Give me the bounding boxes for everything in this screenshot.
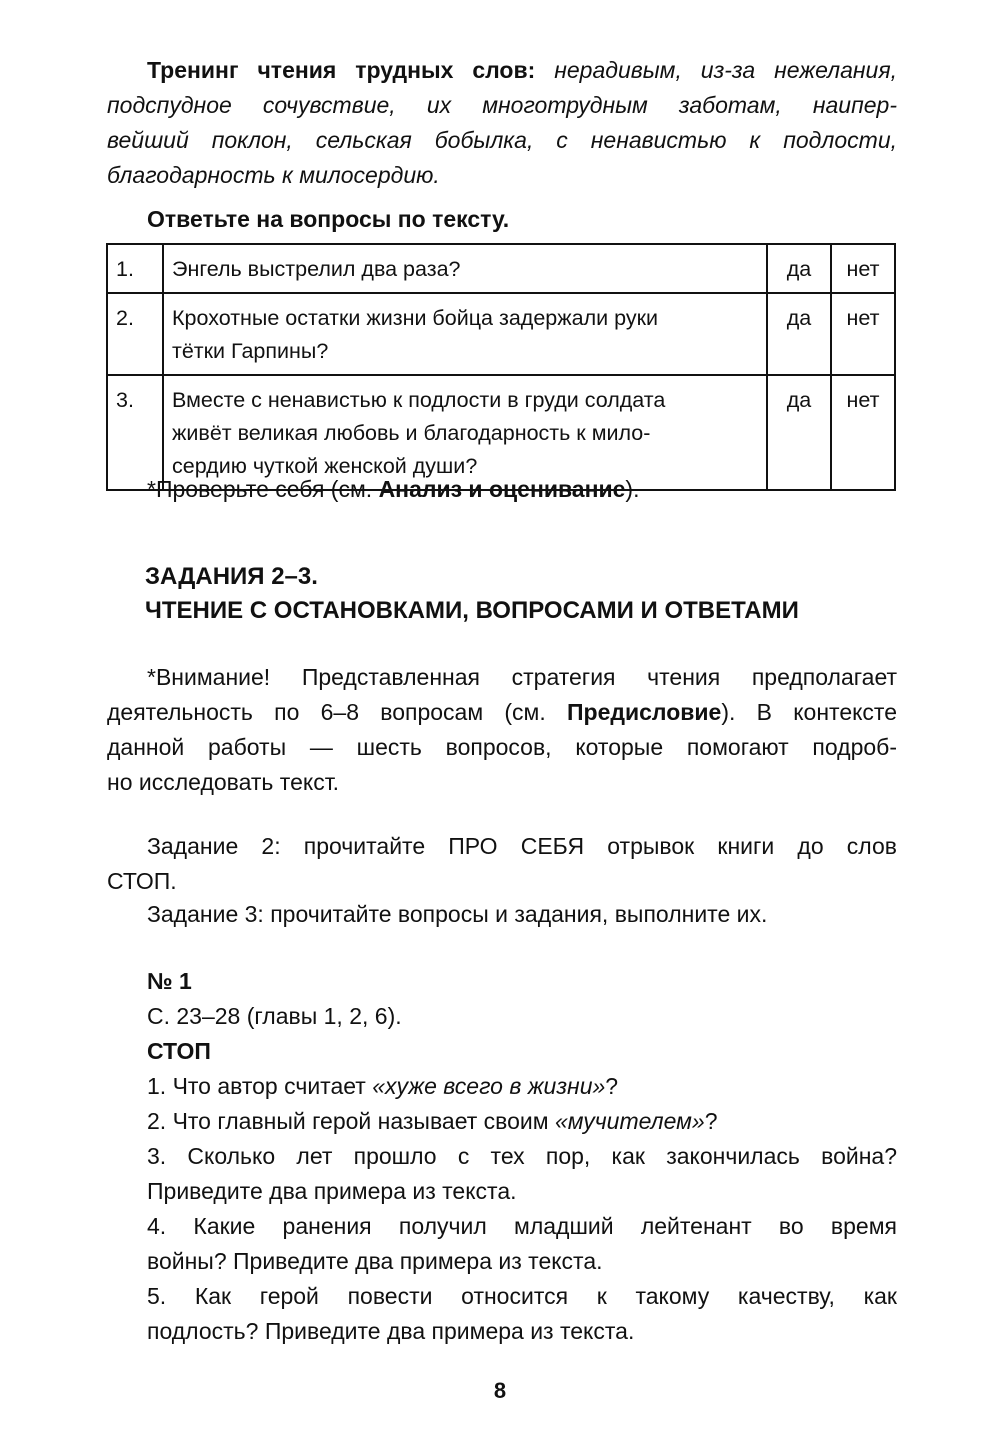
text-span: ). В контексте: [721, 699, 897, 725]
quiz-table: [106, 243, 896, 491]
training-words-line: нерадивым, из-за нежелания,: [554, 57, 898, 83]
question-line: Вместе с ненавистью к подлости в груди солдата: [172, 388, 666, 412]
question-5-cont: подлость? Приведите два примера из текста.: [147, 1318, 635, 1344]
text-span: 1. Что автор считает: [147, 1073, 373, 1099]
question-cell: [163, 293, 767, 375]
block-number: № 1: [147, 968, 192, 994]
task-2: [107, 829, 897, 899]
row-number: 1.: [107, 244, 163, 293]
training-words-line: подспудное сочувствие, их многотрудным заботам, наипер-: [107, 92, 897, 118]
preface-reference: Предисловие: [567, 699, 722, 725]
answer-yes[interactable]: да: [767, 293, 831, 375]
training-words-line: вейший поклон, сельская бобылка, с ненавистью к подлости,: [107, 127, 897, 153]
question-1: [147, 1069, 897, 1104]
question-cell: [163, 244, 767, 293]
answer-no[interactable]: нет: [831, 375, 895, 490]
question-line: Энгель выстрелил два раза?: [172, 257, 461, 281]
question-2: [147, 1104, 897, 1139]
check-yourself: [107, 472, 937, 507]
text-span: ?: [605, 1073, 619, 1099]
page-number: 8: [493, 1378, 507, 1403]
section-subtitle: ЧТЕНИЕ С ОСТАНОВКАМИ, ВОПРОСАМИ И ОТВЕТАМИ: [145, 597, 799, 624]
section-title: ЗАДАНИЯ 2–3.: [145, 563, 318, 590]
question-line: сердию чуткой женской души?: [172, 454, 478, 478]
question-line: живёт великая любовь и благодарность к мило-: [172, 421, 651, 445]
answer-no[interactable]: нет: [831, 293, 895, 375]
training-paragraph: [107, 53, 897, 193]
block-1: [147, 964, 897, 1349]
answer-yes[interactable]: да: [767, 375, 831, 490]
row-number: 3.: [107, 375, 163, 490]
text-span: ?: [704, 1108, 718, 1134]
text-line: данной работы — шесть вопросов, которые помогают подроб-: [107, 734, 897, 760]
questions-heading: Ответьте на вопросы по тексту.: [147, 206, 510, 232]
question-line: Крохотные остатки жизни бойца задержали руки: [172, 306, 658, 330]
table-row: [107, 244, 895, 293]
check-reference: Анализ и оценивание: [378, 476, 626, 502]
row-number: 2.: [107, 293, 163, 375]
question-3: 3. Сколько лет прошло с тех пор, как закончилась война?: [147, 1143, 897, 1169]
answer-yes[interactable]: да: [767, 244, 831, 293]
text-span: деятельность по 6–8 вопросам (см.: [107, 699, 567, 725]
quote: «мучителем»: [554, 1108, 705, 1134]
text-line: *Внимание! Представленная стратегия чтения предполагает: [147, 664, 897, 690]
quote: «хуже всего в жизни»: [372, 1073, 606, 1099]
training-label: Тренинг чтения трудных слов:: [147, 57, 536, 83]
question-4: 4. Какие ранения получил младший лейтенант во время: [147, 1213, 897, 1239]
text-line: [107, 695, 897, 730]
page-range: С. 23–28 (главы 1, 2, 6).: [147, 1003, 402, 1029]
question-line: тётки Гарпины?: [172, 339, 329, 363]
text-line: СТОП.: [107, 868, 177, 894]
attention-paragraph: [107, 660, 897, 800]
training-words-line: благодарность к милосердию.: [107, 162, 440, 188]
check-suffix: ).: [625, 476, 640, 502]
task-3: Задание 3: прочитайте вопросы и задания, выполните их.: [147, 901, 768, 927]
check-prefix: *Проверьте себя (см.: [147, 476, 379, 502]
text-line: но исследовать текст.: [107, 769, 340, 795]
question-4-cont: войны? Приведите два примера из текста.: [147, 1248, 603, 1274]
question-5: 5. Как герой повести относится к такому качеству, как: [147, 1283, 897, 1309]
text-line: Задание 2: прочитайте ПРО СЕБЯ отрывок книги до слов: [147, 833, 897, 859]
answer-no[interactable]: нет: [831, 244, 895, 293]
stop-marker: СТОП: [147, 1038, 211, 1064]
table-row: [107, 293, 895, 375]
text-span: 2. Что главный герой называет своим: [147, 1108, 555, 1134]
question-3-cont: Приведите два примера из текста.: [147, 1178, 517, 1204]
